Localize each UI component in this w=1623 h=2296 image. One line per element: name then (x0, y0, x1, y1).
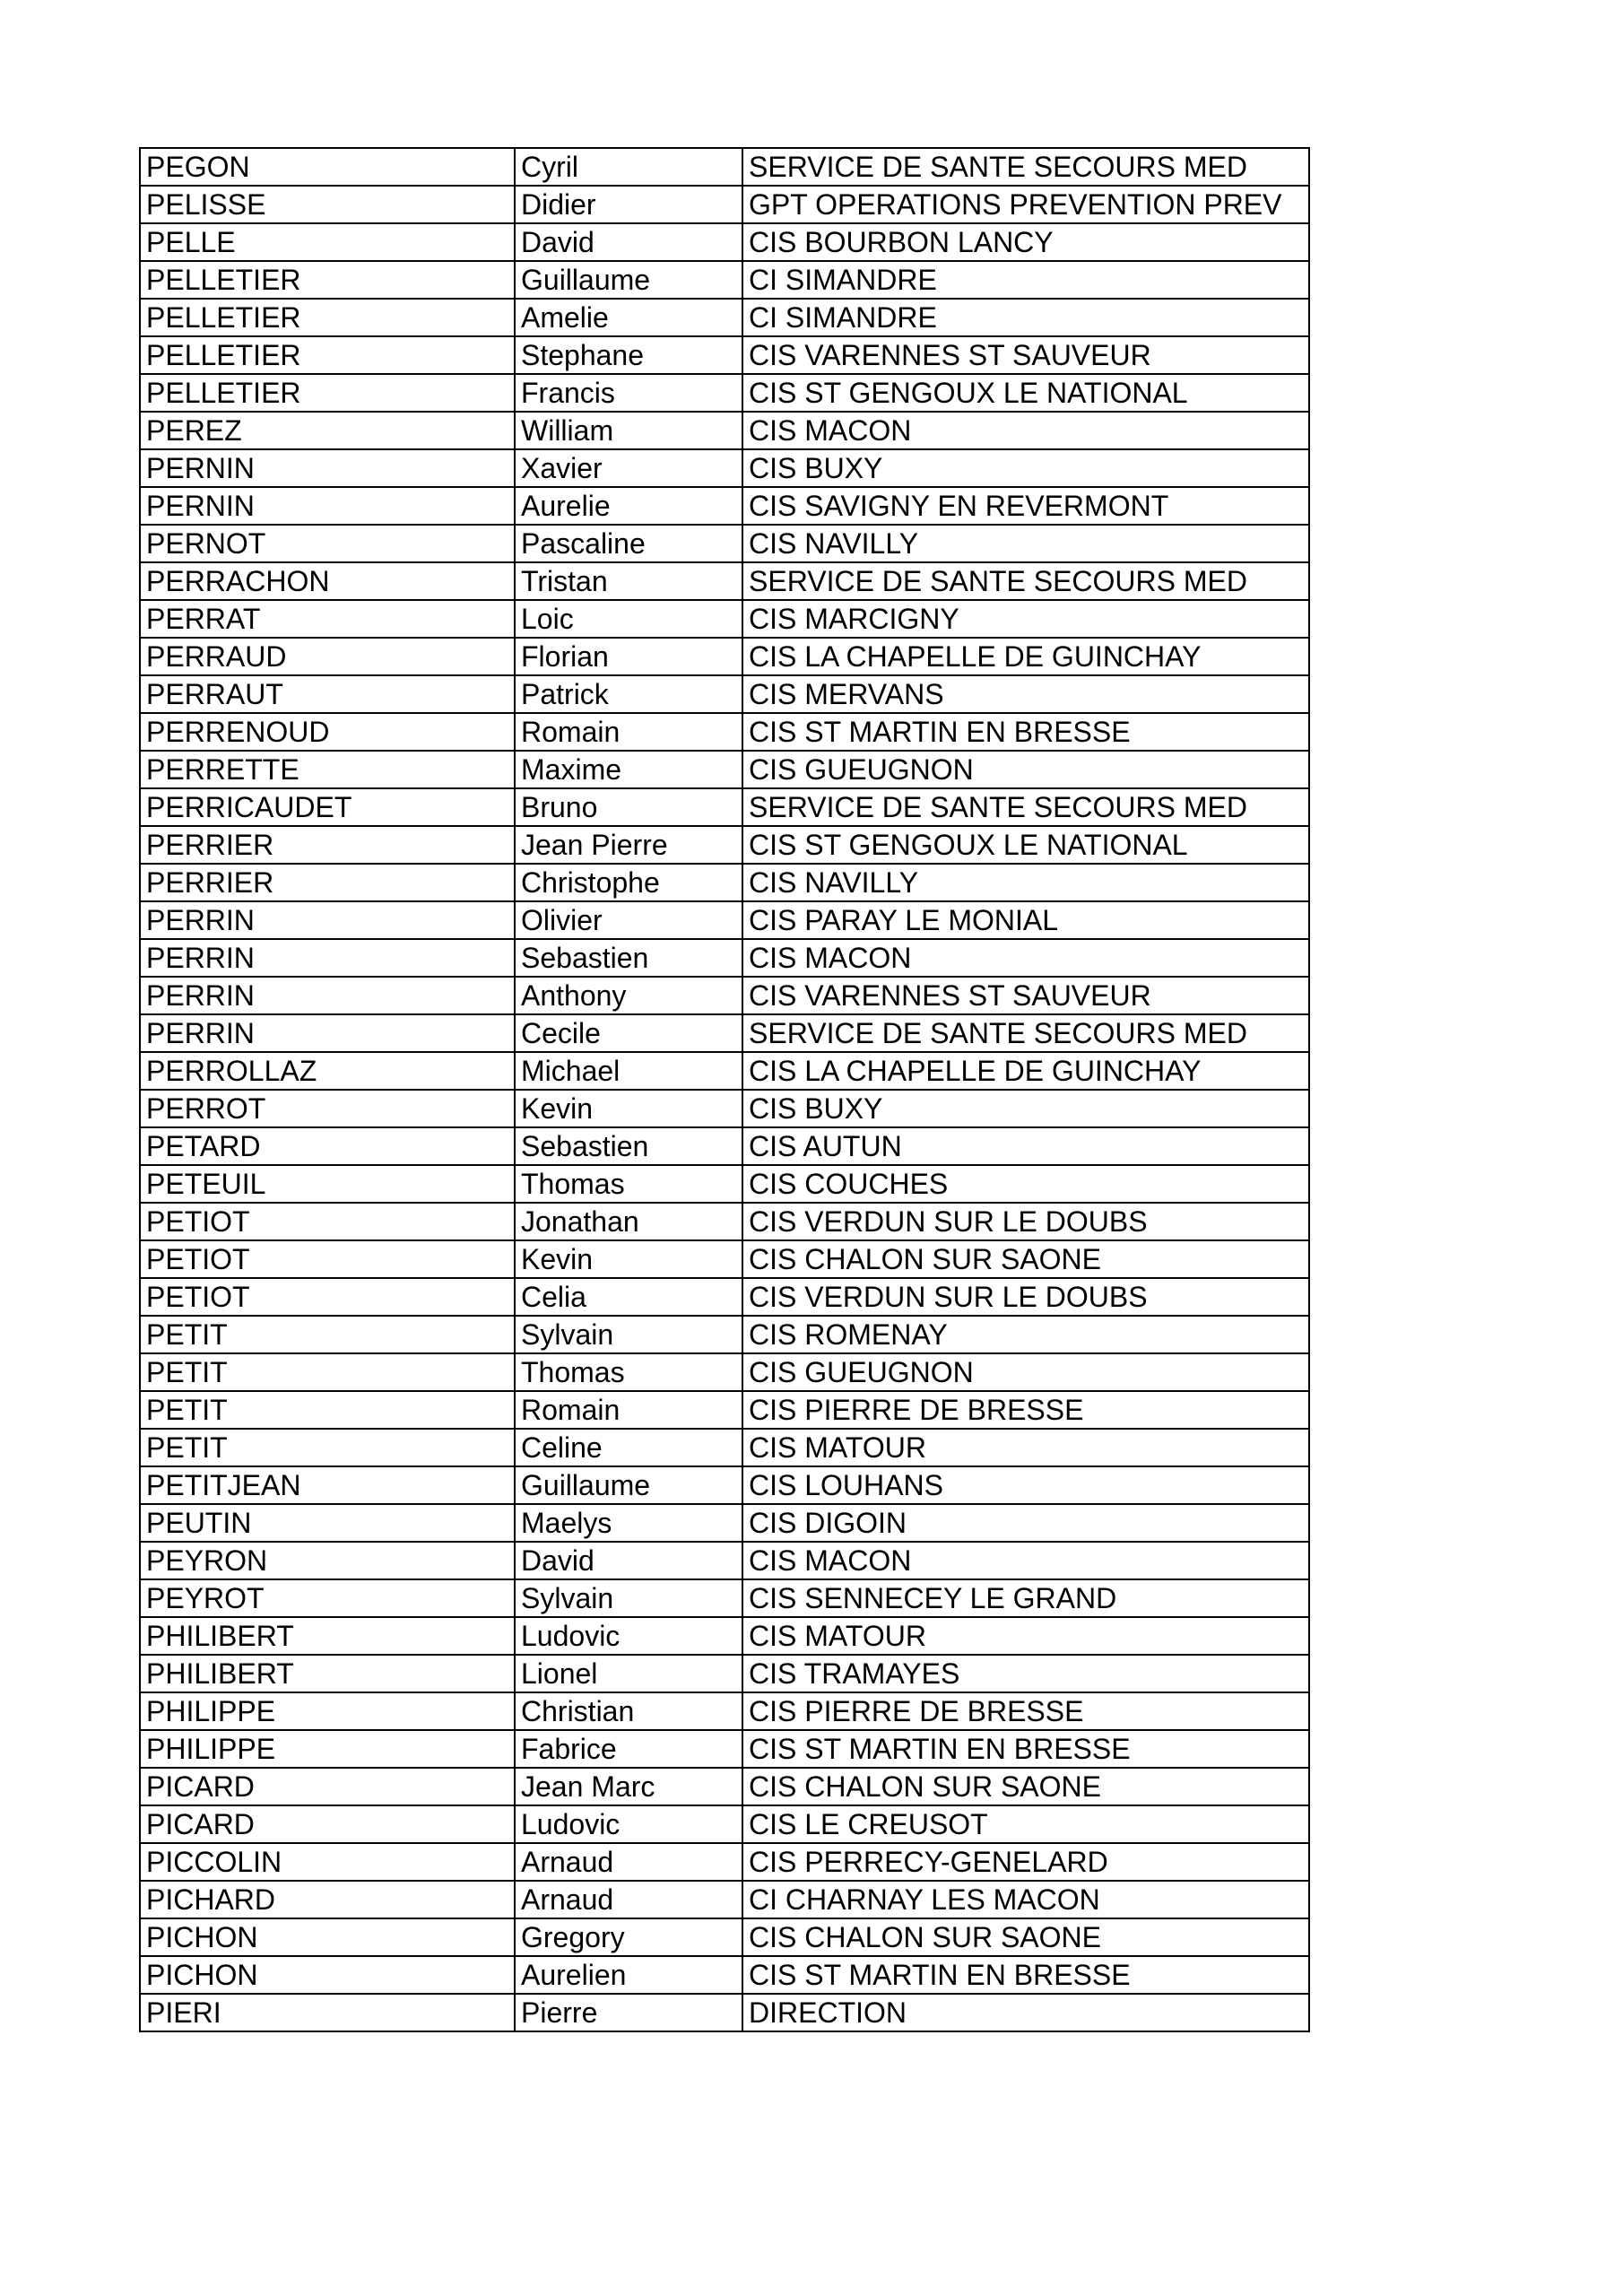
last-name-cell: PEYROT (140, 1579, 515, 1617)
table-row (140, 223, 1309, 261)
unit-cell: CI CHARNAY LES MACON (742, 1881, 1309, 1918)
table-row (140, 1579, 1309, 1617)
unit-cell: CIS ST MARTIN EN BRESSE (742, 1956, 1309, 1994)
unit-cell: SERVICE DE SANTE SECOURS MED (742, 148, 1309, 186)
first-name-cell: Olivier (515, 901, 742, 939)
table-row (140, 1353, 1309, 1391)
table-row (140, 186, 1309, 223)
unit-cell: CIS ROMENAY (742, 1316, 1309, 1353)
unit-cell: CIS ST MARTIN EN BRESSE (742, 1730, 1309, 1768)
first-name-cell: Christian (515, 1692, 742, 1730)
table-row (140, 751, 1309, 788)
unit-cell: CIS PERRECY-GENELARD (742, 1843, 1309, 1881)
first-name-cell: Arnaud (515, 1843, 742, 1881)
unit-cell: CIS GUEUGNON (742, 1353, 1309, 1391)
first-name-cell: Pascaline (515, 525, 742, 562)
unit-cell: SERVICE DE SANTE SECOURS MED (742, 562, 1309, 600)
unit-cell: CIS SENNECEY LE GRAND (742, 1579, 1309, 1617)
last-name-cell: PICHARD (140, 1881, 515, 1918)
last-name-cell: PERRIN (140, 939, 515, 977)
unit-cell: CIS COUCHES (742, 1165, 1309, 1203)
last-name-cell: PICHON (140, 1918, 515, 1956)
first-name-cell: Aurelie (515, 487, 742, 525)
unit-cell: CIS CHALON SUR SAONE (742, 1240, 1309, 1278)
last-name-cell: PERRETTE (140, 751, 515, 788)
table-row (140, 412, 1309, 449)
table-row (140, 1316, 1309, 1353)
first-name-cell: Jean Pierre (515, 826, 742, 864)
last-name-cell: PELLETIER (140, 261, 515, 299)
table-row (140, 977, 1309, 1014)
unit-cell: CIS LA CHAPELLE DE GUINCHAY (742, 1052, 1309, 1090)
unit-cell: CIS PARAY LE MONIAL (742, 901, 1309, 939)
first-name-cell: Tristan (515, 562, 742, 600)
unit-cell: CI SIMANDRE (742, 299, 1309, 336)
first-name-cell: Sylvain (515, 1579, 742, 1617)
unit-cell: CIS CHALON SUR SAONE (742, 1768, 1309, 1805)
last-name-cell: PERRIN (140, 1014, 515, 1052)
table-row (140, 487, 1309, 525)
first-name-cell: Sylvain (515, 1316, 742, 1353)
first-name-cell: Patrick (515, 675, 742, 713)
unit-cell: CIS AUTUN (742, 1127, 1309, 1165)
first-name-cell: William (515, 412, 742, 449)
first-name-cell: Thomas (515, 1353, 742, 1391)
first-name-cell: Celine (515, 1429, 742, 1466)
table-row (140, 1090, 1309, 1127)
first-name-cell: Amelie (515, 299, 742, 336)
last-name-cell: PETEUIL (140, 1165, 515, 1203)
last-name-cell: PEGON (140, 148, 515, 186)
table-row (140, 826, 1309, 864)
unit-cell: GPT OPERATIONS PREVENTION PREV (742, 186, 1309, 223)
last-name-cell: PEYRON (140, 1542, 515, 1579)
unit-cell: CIS MATOUR (742, 1429, 1309, 1466)
table-row (140, 1052, 1309, 1090)
unit-cell: CIS PIERRE DE BRESSE (742, 1391, 1309, 1429)
last-name-cell: PERRIER (140, 826, 515, 864)
table-row (140, 1655, 1309, 1692)
last-name-cell: PERNIN (140, 449, 515, 487)
unit-cell: CIS VARENNES ST SAUVEUR (742, 336, 1309, 374)
first-name-cell: Jonathan (515, 1203, 742, 1240)
first-name-cell: Cyril (515, 148, 742, 186)
last-name-cell: PELLETIER (140, 299, 515, 336)
table-row (140, 1918, 1309, 1956)
last-name-cell: PETIOT (140, 1278, 515, 1316)
last-name-cell: PERROT (140, 1090, 515, 1127)
first-name-cell: Sebastien (515, 939, 742, 977)
first-name-cell: Celia (515, 1278, 742, 1316)
last-name-cell: PERROLLAZ (140, 1052, 515, 1090)
last-name-cell: PHILIPPE (140, 1692, 515, 1730)
last-name-cell: PICHON (140, 1956, 515, 1994)
last-name-cell: PETARD (140, 1127, 515, 1165)
last-name-cell: PERRAT (140, 600, 515, 638)
last-name-cell: PETIT (140, 1316, 515, 1353)
table-row (140, 675, 1309, 713)
unit-cell: CIS MERVANS (742, 675, 1309, 713)
table-row (140, 600, 1309, 638)
first-name-cell: Florian (515, 638, 742, 675)
last-name-cell: PELLE (140, 223, 515, 261)
last-name-cell: PEUTIN (140, 1504, 515, 1542)
table-row (140, 713, 1309, 751)
table-row (140, 638, 1309, 675)
last-name-cell: PETIT (140, 1353, 515, 1391)
table-row (140, 1429, 1309, 1466)
table-row (140, 374, 1309, 412)
first-name-cell: Michael (515, 1052, 742, 1090)
last-name-cell: PERRIN (140, 977, 515, 1014)
unit-cell: CIS CHALON SUR SAONE (742, 1918, 1309, 1956)
table-row (140, 901, 1309, 939)
last-name-cell: PEREZ (140, 412, 515, 449)
first-name-cell: David (515, 223, 742, 261)
unit-cell: CIS NAVILLY (742, 525, 1309, 562)
first-name-cell: Maxime (515, 751, 742, 788)
last-name-cell: PELLETIER (140, 336, 515, 374)
first-name-cell: Xavier (515, 449, 742, 487)
last-name-cell: PETIOT (140, 1203, 515, 1240)
last-name-cell: PELLETIER (140, 374, 515, 412)
first-name-cell: Maelys (515, 1504, 742, 1542)
unit-cell: CIS ST MARTIN EN BRESSE (742, 713, 1309, 751)
unit-cell: CIS PIERRE DE BRESSE (742, 1692, 1309, 1730)
table-row (140, 562, 1309, 600)
first-name-cell: Gregory (515, 1918, 742, 1956)
first-name-cell: Didier (515, 186, 742, 223)
table-row (140, 939, 1309, 977)
first-name-cell: Bruno (515, 788, 742, 826)
table-row (140, 1278, 1309, 1316)
unit-cell: CI SIMANDRE (742, 261, 1309, 299)
last-name-cell: PIERI (140, 1994, 515, 2031)
last-name-cell: PETIT (140, 1391, 515, 1429)
personnel-table-body (140, 148, 1309, 2031)
unit-cell: CIS BUXY (742, 1090, 1309, 1127)
first-name-cell: Romain (515, 713, 742, 751)
unit-cell: CIS MACON (742, 939, 1309, 977)
table-row (140, 1504, 1309, 1542)
unit-cell: CIS VERDUN SUR LE DOUBS (742, 1278, 1309, 1316)
unit-cell: CIS NAVILLY (742, 864, 1309, 901)
last-name-cell: PELISSE (140, 186, 515, 223)
unit-cell: CIS TRAMAYES (742, 1655, 1309, 1692)
first-name-cell: Stephane (515, 336, 742, 374)
table-row (140, 1466, 1309, 1504)
table-row (140, 1240, 1309, 1278)
table-row (140, 449, 1309, 487)
unit-cell: DIRECTION (742, 1994, 1309, 2031)
table-row (140, 1843, 1309, 1881)
last-name-cell: PETIT (140, 1429, 515, 1466)
first-name-cell: Lionel (515, 1655, 742, 1692)
first-name-cell: Pierre (515, 1994, 742, 2031)
table-row (140, 1881, 1309, 1918)
last-name-cell: PERRICAUDET (140, 788, 515, 826)
table-row (140, 1391, 1309, 1429)
first-name-cell: David (515, 1542, 742, 1579)
last-name-cell: PICARD (140, 1768, 515, 1805)
table-row (140, 1692, 1309, 1730)
unit-cell: CIS MARCIGNY (742, 600, 1309, 638)
table-row (140, 788, 1309, 826)
unit-cell: CIS VARENNES ST SAUVEUR (742, 977, 1309, 1014)
first-name-cell: Anthony (515, 977, 742, 1014)
first-name-cell: Arnaud (515, 1881, 742, 1918)
unit-cell: CIS BOURBON LANCY (742, 223, 1309, 261)
unit-cell: CIS BUXY (742, 449, 1309, 487)
last-name-cell: PICCOLIN (140, 1843, 515, 1881)
personnel-table (139, 147, 1310, 2032)
last-name-cell: PICARD (140, 1805, 515, 1843)
unit-cell: CIS SAVIGNY EN REVERMONT (742, 487, 1309, 525)
first-name-cell: Kevin (515, 1090, 742, 1127)
last-name-cell: PERNOT (140, 525, 515, 562)
table-row (140, 1165, 1309, 1203)
table-row (140, 148, 1309, 186)
first-name-cell: Guillaume (515, 261, 742, 299)
unit-cell: CIS MATOUR (742, 1617, 1309, 1655)
first-name-cell: Kevin (515, 1240, 742, 1278)
last-name-cell: PETITJEAN (140, 1466, 515, 1504)
last-name-cell: PERRAUT (140, 675, 515, 713)
last-name-cell: PERRIN (140, 901, 515, 939)
first-name-cell: Ludovic (515, 1617, 742, 1655)
first-name-cell: Romain (515, 1391, 742, 1429)
first-name-cell: Ludovic (515, 1805, 742, 1843)
table-row (140, 261, 1309, 299)
table-row (140, 1805, 1309, 1843)
last-name-cell: PERNIN (140, 487, 515, 525)
table-row (140, 1994, 1309, 2031)
table-row (140, 1956, 1309, 1994)
unit-cell: CIS GUEUGNON (742, 751, 1309, 788)
table-row (140, 336, 1309, 374)
table-row (140, 1730, 1309, 1768)
table-row (140, 1014, 1309, 1052)
last-name-cell: PERRENOUD (140, 713, 515, 751)
first-name-cell: Aurelien (515, 1956, 742, 1994)
first-name-cell: Thomas (515, 1165, 742, 1203)
table-row (140, 1127, 1309, 1165)
table-row (140, 1617, 1309, 1655)
table-row (140, 864, 1309, 901)
first-name-cell: Fabrice (515, 1730, 742, 1768)
table-row (140, 525, 1309, 562)
first-name-cell: Loic (515, 600, 742, 638)
unit-cell: CIS ST GENGOUX LE NATIONAL (742, 374, 1309, 412)
unit-cell: CIS MACON (742, 412, 1309, 449)
last-name-cell: PERRAUD (140, 638, 515, 675)
last-name-cell: PETIOT (140, 1240, 515, 1278)
unit-cell: CIS MACON (742, 1542, 1309, 1579)
unit-cell: CIS ST GENGOUX LE NATIONAL (742, 826, 1309, 864)
unit-cell: CIS DIGOIN (742, 1504, 1309, 1542)
first-name-cell: Cecile (515, 1014, 742, 1052)
unit-cell: SERVICE DE SANTE SECOURS MED (742, 788, 1309, 826)
unit-cell: CIS LE CREUSOT (742, 1805, 1309, 1843)
unit-cell: SERVICE DE SANTE SECOURS MED (742, 1014, 1309, 1052)
last-name-cell: PHILIBERT (140, 1617, 515, 1655)
first-name-cell: Christophe (515, 864, 742, 901)
unit-cell: CIS VERDUN SUR LE DOUBS (742, 1203, 1309, 1240)
last-name-cell: PHILIBERT (140, 1655, 515, 1692)
last-name-cell: PERRACHON (140, 562, 515, 600)
first-name-cell: Guillaume (515, 1466, 742, 1504)
unit-cell: CIS LA CHAPELLE DE GUINCHAY (742, 638, 1309, 675)
table-row (140, 1768, 1309, 1805)
table-row (140, 1203, 1309, 1240)
table-row (140, 1542, 1309, 1579)
last-name-cell: PERRIER (140, 864, 515, 901)
last-name-cell: PHILIPPE (140, 1730, 515, 1768)
first-name-cell: Jean Marc (515, 1768, 742, 1805)
first-name-cell: Sebastien (515, 1127, 742, 1165)
unit-cell: CIS LOUHANS (742, 1466, 1309, 1504)
first-name-cell: Francis (515, 374, 742, 412)
table-row (140, 299, 1309, 336)
